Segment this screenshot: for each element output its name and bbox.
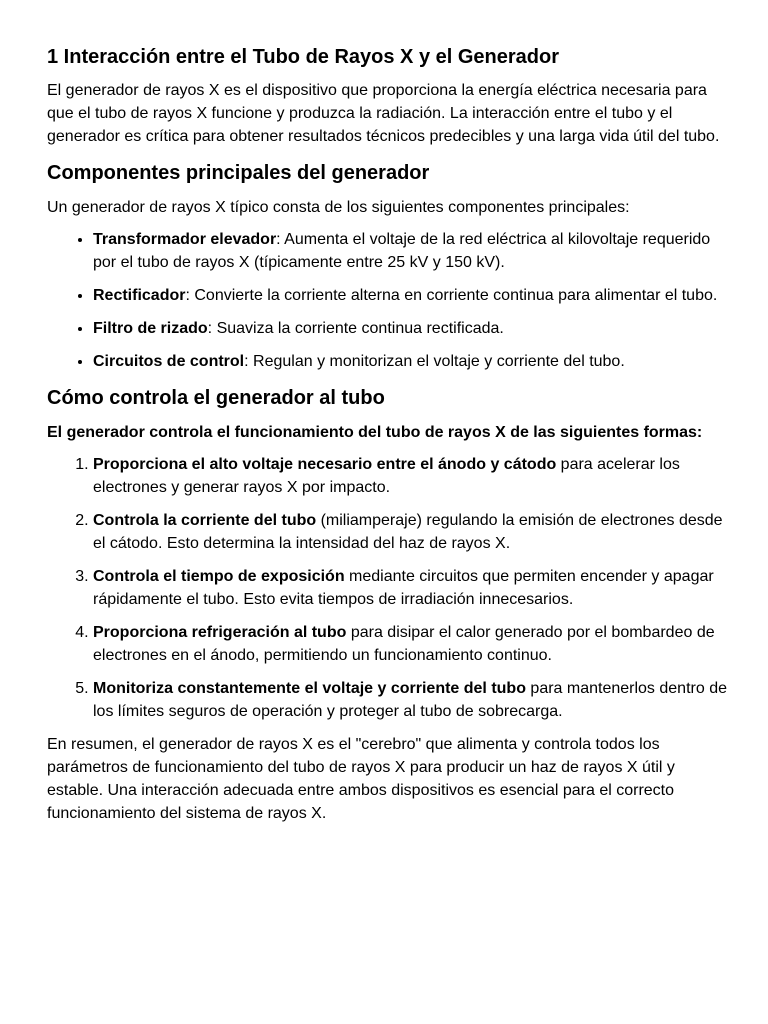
components-lead: Un generador de rayos X típico consta de los siguientes componentes principales:: [47, 199, 630, 216]
list-item-term: Filtro de rizado: [93, 320, 208, 337]
list-item-term: Proporciona refrigeración al tubo: [93, 624, 347, 641]
list-item-text: : Regulan y monitorizan el voltaje y corriente del tubo.: [244, 353, 625, 370]
list-item-term: Controla la corriente del tubo: [93, 512, 317, 529]
list-item-text: : Aumenta el voltaje de la red eléctrica al kilovoltaje requerido por el tubo de rayos X (típicamente entre 25 kV y 150 kV).: [93, 231, 711, 271]
list-item: [93, 509, 727, 555]
section-heading-components: Componentes principales del generador: [47, 162, 430, 184]
list-item-term: Transformador elevador: [93, 231, 277, 248]
list-item: [93, 317, 727, 340]
list-item: [93, 677, 727, 723]
conclusion-paragraph: En resumen, el generador de rayos X es el "cerebro" que alimenta y controla todos los parámetros de funcionamiento del tubo de rayos X para producir un haz de rayos X útil y estable. Una interacción adecuada entre ambos dispositivos es esencial para el correcto funcionamiento del sistema de rayos X.: [47, 736, 675, 822]
document-page: [47, 44, 727, 834]
list-item-text: para acelerar los electrones y generar rayos X por impacto.: [93, 456, 680, 496]
list-item: [93, 350, 727, 373]
list-item: [93, 453, 727, 499]
list-item: [93, 621, 727, 667]
list-item-term: Circuitos de control: [93, 353, 245, 370]
list-item-text: : Convierte la corriente alterna en corriente continua para alimentar el tubo.: [185, 287, 718, 304]
list-item: [93, 284, 727, 307]
list-item-text: : Suaviza la corriente continua rectificada.: [207, 320, 504, 337]
control-lead: El generador controla el funcionamiento del tubo de rayos X de las siguientes formas:: [47, 424, 703, 441]
list-item-text: mediante circuitos que permiten encender y apagar rápidamente el tubo. Esto evita tiempos de irradiación innecesarios.: [93, 568, 714, 608]
list-item-text: (miliamperaje) regulando la emisión de electrones desde el cátodo. Esto determina la intensidad del haz de rayos X.: [93, 512, 723, 552]
list-item-term: Rectificador: [93, 287, 186, 304]
components-list: [47, 228, 727, 373]
control-list: [47, 453, 727, 723]
list-item-term: Proporciona el alto voltaje necesario entre el ánodo y cátodo: [93, 456, 557, 473]
list-item: [93, 565, 727, 611]
list-item-text: para disipar el calor generado por el bombardeo de electrones en el ánodo, permitiendo un funcionamiento continuo.: [93, 624, 715, 664]
section-heading-control: Cómo controla el generador al tubo: [47, 387, 385, 409]
list-item-term: Controla el tiempo de exposición: [93, 568, 345, 585]
list-item-text: para mantenerlos dentro de los límites seguros de operación y proteger al tubo de sobrecarga.: [93, 680, 727, 720]
document-title: 1 Interacción entre el Tubo de Rayos X y el Generador: [47, 46, 560, 68]
list-item: [93, 228, 727, 274]
intro-paragraph: El generador de rayos X es el dispositivo que proporciona la energía eléctrica necesaria para que el tubo de rayos X funcione y produzca la radiación. La interacción entre el tubo y el generador es crítica para obtener resultados técnicos predecibles y una larga vida útil del tubo.: [47, 82, 720, 145]
list-item-term: Monitoriza constantemente el voltaje y corriente del tubo: [93, 680, 526, 697]
